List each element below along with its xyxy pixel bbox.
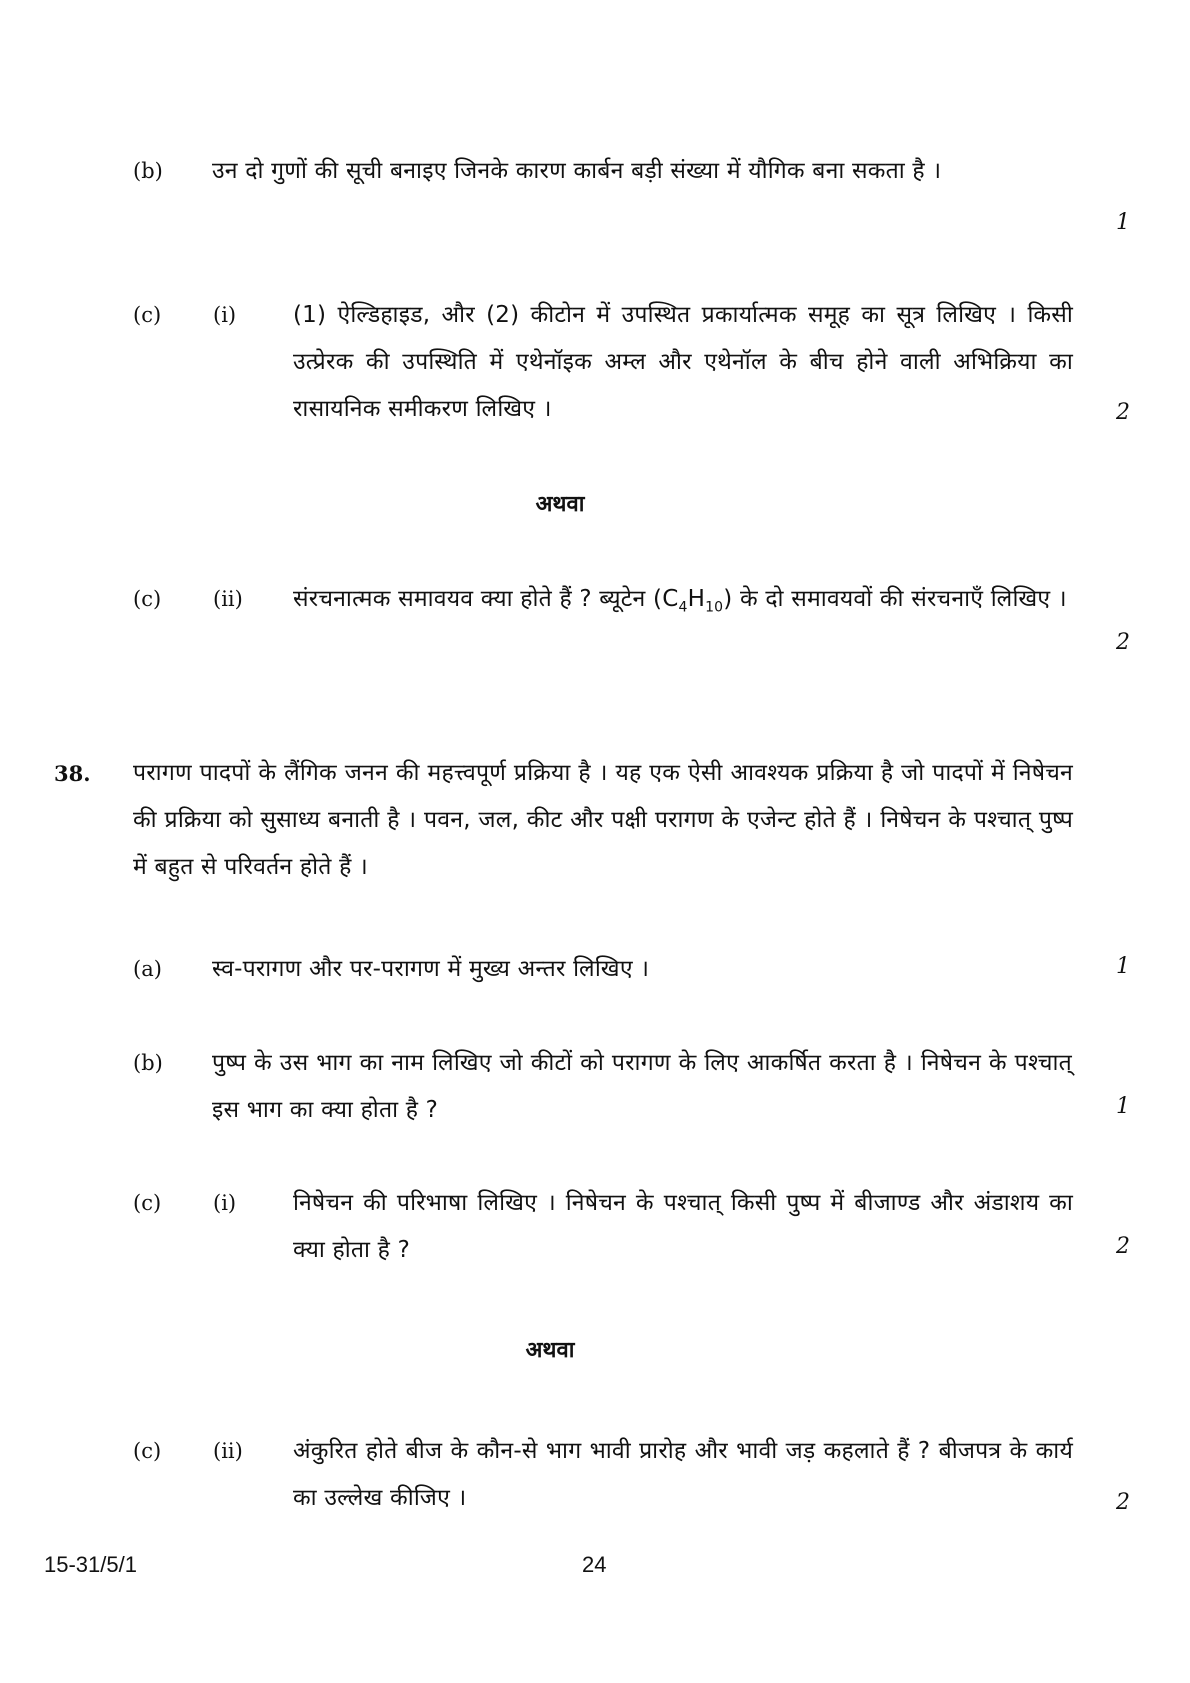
subscript-4: 4 xyxy=(678,599,688,616)
part-label-c: (c) xyxy=(133,1191,162,1215)
subpart-label-i: (i) xyxy=(213,303,237,327)
part-label-a: (a) xyxy=(133,957,162,981)
q38-b-text: पुष्प के उस भाग का नाम लिखिए जो कीटों को परागण के लिए आकर्षित करता है । निषेचन के पश्चात् इस भाग का क्या होता है ? xyxy=(212,1050,1072,1123)
marks-q38-c-i: 2 xyxy=(1116,1234,1130,1259)
part-label-c: (c) xyxy=(133,303,162,327)
q38-c-i-text: निषेचन की परिभाषा लिखिए । निषेचन के पश्चात् किसी पुष्प में बीजाण्ड और अंडाशय का क्या होता है ? xyxy=(293,1190,1073,1263)
part-label-c: (c) xyxy=(133,587,162,611)
part-label-b: (b) xyxy=(133,159,163,183)
marks-q37-c-i: 2 xyxy=(1116,400,1130,425)
marks-q38-a: 1 xyxy=(1116,954,1130,979)
formula-h: H xyxy=(687,586,706,612)
marks-q38-b: 1 xyxy=(1116,1094,1130,1119)
q37-b-text: उन दो गुणों की सूची बनाइए जिनके कारण कार्बन बड़ी संख्या में यौगिक बना सकता है । xyxy=(212,158,942,184)
question-number-38: 38. xyxy=(54,761,91,786)
q38-a-text: स्व-परागण और पर-परागण में मुख्य अन्तर लिखिए । xyxy=(212,956,650,982)
q38-intro-text: परागण पादपों के लैंगिक जनन की महत्त्वपूर्ण प्रक्रिया है । यह एक ऐसी आवश्यक प्रक्रिया है जो पादपों में निषेचन की प्रक्रिया को सुसाध्य बनाती है । पवन, जल, कीट और पक्षी परागण के एजेन्ट होते हैं । निषेचन के पश्चात् पुष्प में बहुत से परिवर्तन होते हैं । xyxy=(133,760,1073,880)
q38-c-ii-text: अंकुरित होते बीज के कौन-से भाग भावी प्रारोह और भावी जड़ कहलाते हैं ? बीजपत्र के कार्य का उल्लेख कीजिए । xyxy=(293,1438,1073,1511)
part-label-b: (b) xyxy=(133,1051,163,1075)
part-label-c: (c) xyxy=(133,1439,162,1463)
subpart-label-ii: (ii) xyxy=(213,1439,243,1463)
text-after-formula: ) के दो समावयवों की संरचनाएँ लिखिए । xyxy=(723,586,1067,612)
q37-c-ii-text xyxy=(293,576,1073,632)
marks-q37-b: 1 xyxy=(1116,210,1130,235)
subpart-label-ii: (ii) xyxy=(213,587,243,611)
subscript-10: 10 xyxy=(705,599,724,616)
marks-q37-c-ii: 2 xyxy=(1116,630,1130,655)
subpart-label-i: (i) xyxy=(213,1191,237,1215)
text-before-formula: संरचनात्मक समावयव क्या होते हैं ? ब्यूटेन (C xyxy=(293,586,679,612)
or-divider-label: अथवा xyxy=(525,1338,575,1363)
q37-c-i-text: (1) ऐल्डिहाइड, और (2) कीटोन में उपस्थित प्रकार्यात्मक समूह का सूत्र लिखिए । किसी उत्प्रेरक की उपस्थिति में एथेनॉइक अम्ल और एथेनॉल के बीच होने वाली अभिक्रिया का रासायनिक समीकरण लिखिए । xyxy=(293,302,1073,422)
paper-code: 15-31/5/1 xyxy=(44,1552,137,1577)
or-divider-label: अथवा xyxy=(535,492,585,517)
marks-q38-c-ii: 2 xyxy=(1116,1490,1130,1515)
page-number: 24 xyxy=(582,1552,607,1577)
